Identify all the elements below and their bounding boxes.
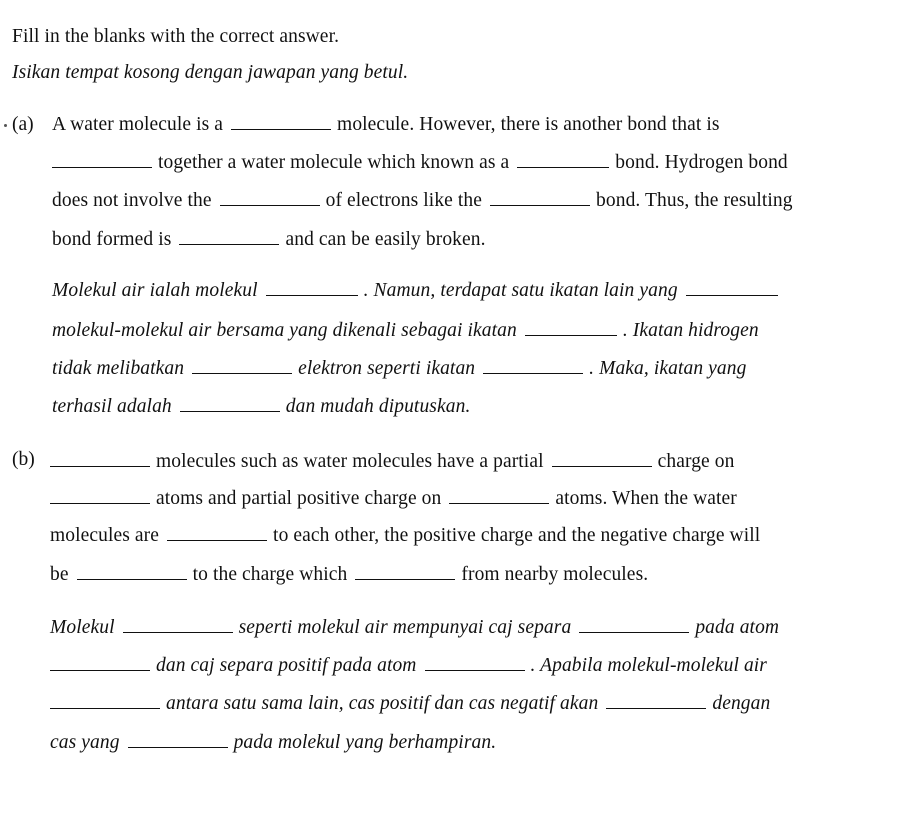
text: pada atom (695, 617, 780, 638)
answer-blank[interactable] (128, 731, 228, 748)
text: Molekul (50, 617, 115, 638)
answer-blank[interactable] (52, 151, 152, 168)
b-ms-line-3 (50, 692, 770, 716)
text: from nearby molecules. (461, 564, 649, 585)
answer-blank[interactable] (50, 450, 150, 467)
answer-blank[interactable] (552, 450, 652, 467)
text: . Apabila molekul-molekul air (530, 655, 767, 676)
text: molecules are (50, 525, 160, 546)
answer-blank[interactable] (50, 692, 160, 709)
text: molekul-molekul air bersama yang dikenali sebagai ikatan (52, 320, 517, 341)
stray-mark (4, 124, 7, 127)
a-ms-line-1 (52, 279, 784, 303)
b-en-line-4 (50, 563, 648, 587)
answer-blank[interactable] (220, 189, 320, 206)
answer-blank[interactable] (517, 151, 609, 168)
question-a-label: (a) (12, 114, 34, 135)
question-b-label: (b) (12, 449, 35, 470)
text: together a water molecule which known as a (158, 152, 510, 173)
b-ms-line-2 (50, 654, 767, 678)
text: does not involve the (52, 190, 212, 211)
b-ms-line-1 (50, 616, 779, 640)
a-en-line-4 (52, 228, 486, 252)
text: bond formed is (52, 229, 172, 250)
text: seperti molekul air mempunyai caj separa (238, 617, 572, 638)
instruction-malay: Isikan tempat kosong dengan jawapan yang betul. (12, 62, 409, 83)
text: dengan (712, 693, 771, 714)
answer-blank[interactable] (266, 279, 358, 296)
text: . Maka, ikatan yang (589, 358, 747, 379)
answer-blank[interactable] (579, 616, 689, 633)
answer-blank[interactable] (167, 524, 267, 541)
answer-blank[interactable] (179, 228, 279, 245)
answer-blank[interactable] (525, 319, 617, 336)
answer-blank[interactable] (192, 357, 292, 374)
text: . Ikatan hidrogen (622, 320, 759, 341)
text: . Namun, terdapat satu ikatan lain yang (363, 280, 678, 301)
answer-blank[interactable] (449, 487, 549, 504)
text: atoms and partial positive charge on (156, 488, 442, 509)
text: to each other, the positive charge and the negative charge will (273, 525, 761, 546)
text: charge on (657, 451, 735, 472)
text: pada molekul yang berhampiran. (233, 732, 497, 753)
b-ms-line-4 (50, 731, 496, 755)
instruction-english: Fill in the blanks with the correct answer. (12, 26, 340, 47)
text: and can be easily broken. (285, 229, 486, 250)
a-ms-line-3 (52, 357, 746, 381)
answer-blank[interactable] (490, 189, 590, 206)
text: bond. Thus, the resulting (596, 190, 793, 211)
answer-blank[interactable] (606, 692, 706, 709)
answer-blank[interactable] (425, 654, 525, 671)
text: terhasil adalah (52, 396, 172, 417)
text: A water molecule is a (52, 114, 224, 135)
answer-blank[interactable] (50, 654, 150, 671)
text: bond. Hydrogen bond (615, 152, 788, 173)
text: cas yang (50, 732, 120, 753)
text: to the charge which (192, 564, 348, 585)
b-en-line-3 (50, 524, 760, 548)
answer-blank[interactable] (180, 395, 280, 412)
b-en-line-1 (50, 450, 735, 474)
text: Molekul air ialah molekul (52, 280, 258, 301)
text: elektron seperti ikatan (298, 358, 476, 379)
b-en-line-2 (50, 487, 737, 511)
answer-blank[interactable] (123, 616, 233, 633)
text: molecule. However, there is another bond that is (337, 114, 720, 135)
text: tidak melibatkan (52, 358, 185, 379)
answer-blank[interactable] (77, 563, 187, 580)
a-en-line-1 (52, 113, 720, 137)
answer-blank[interactable] (483, 357, 583, 374)
answer-blank[interactable] (686, 279, 778, 296)
answer-blank[interactable] (231, 113, 331, 130)
answer-blank[interactable] (50, 487, 150, 504)
a-ms-line-2 (52, 319, 759, 343)
a-ms-line-4 (52, 395, 470, 419)
text: antara satu sama lain, cas positif dan cas negatif akan (166, 693, 599, 714)
text: atoms. When the water (555, 488, 737, 509)
text: of electrons like the (325, 190, 483, 211)
text: molecules such as water molecules have a partial (156, 451, 544, 472)
text: dan caj separa positif pada atom (156, 655, 417, 676)
text: be (50, 564, 69, 585)
text: dan mudah diputuskan. (285, 396, 471, 417)
answer-blank[interactable] (355, 563, 455, 580)
a-en-line-3 (52, 189, 793, 213)
a-en-line-2 (52, 151, 788, 175)
